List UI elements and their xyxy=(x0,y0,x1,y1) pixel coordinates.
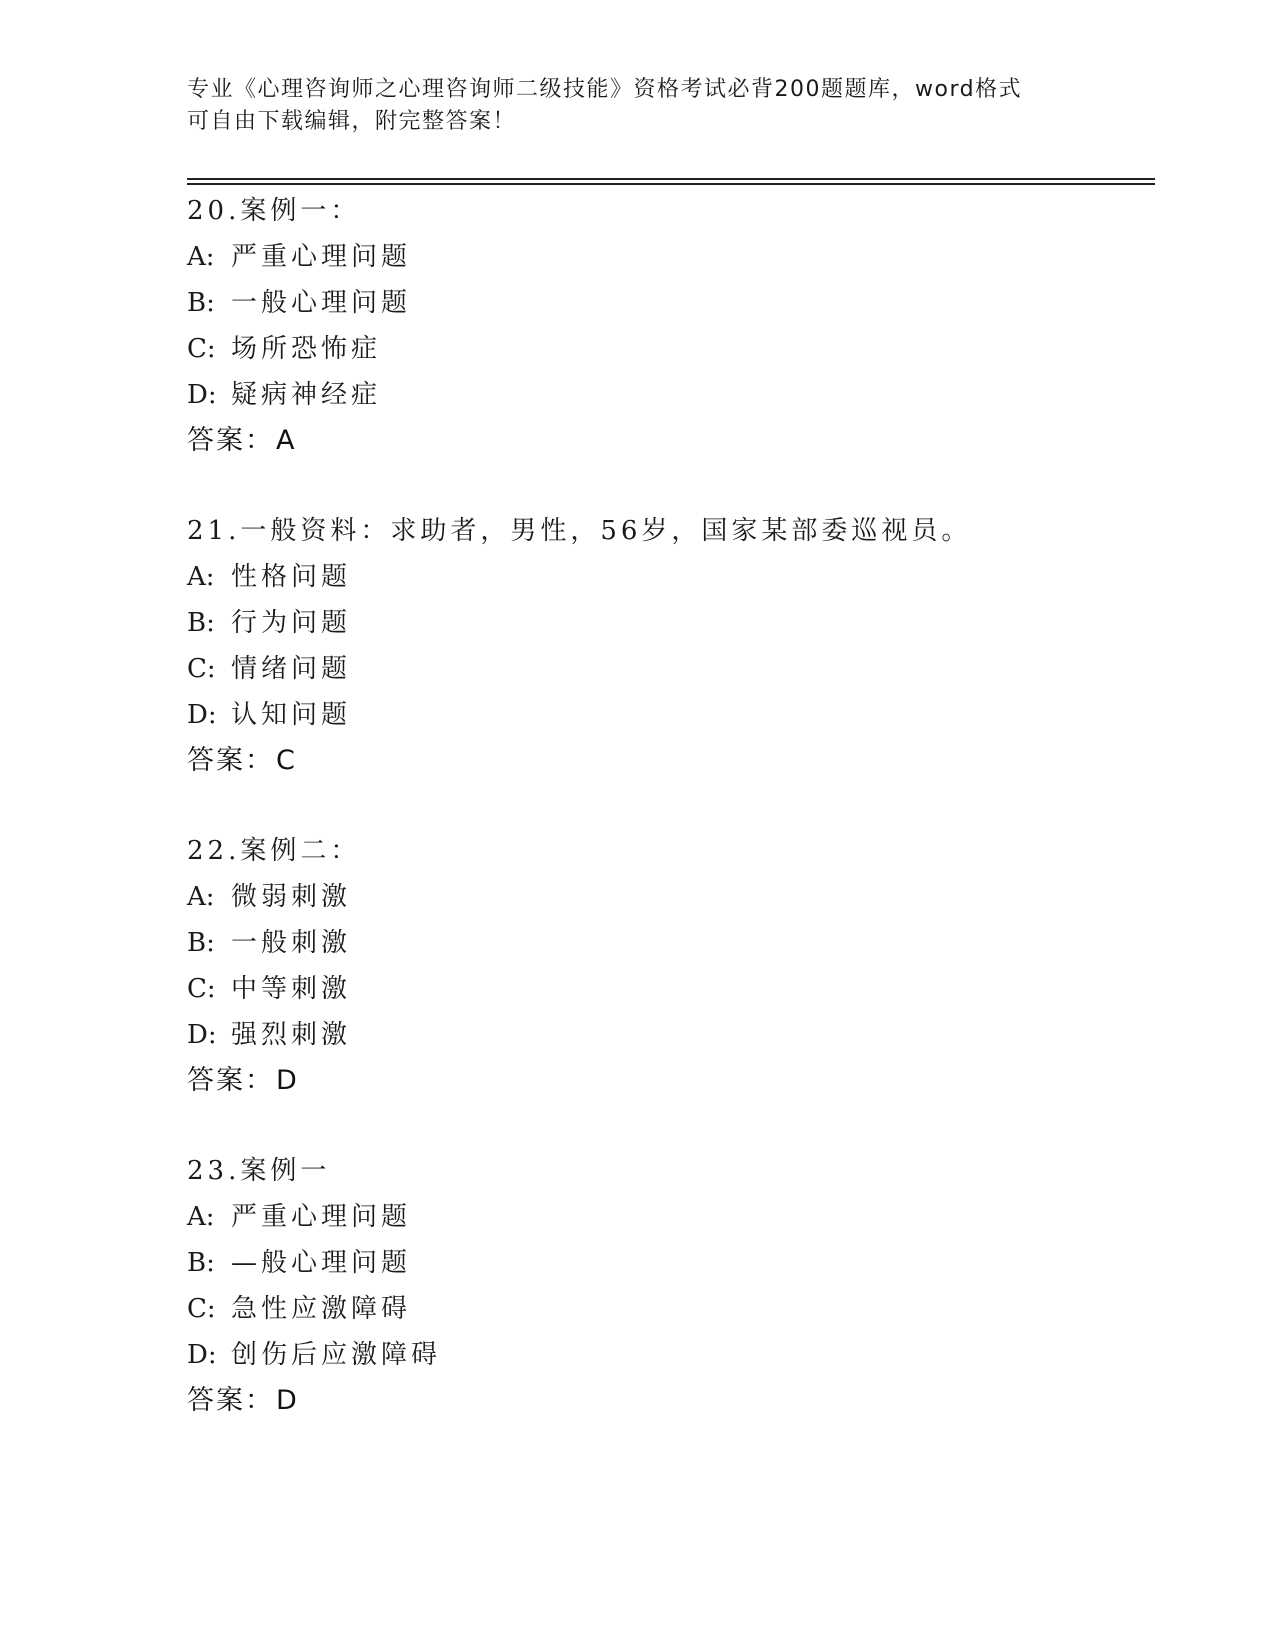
option-c xyxy=(187,966,1187,1012)
option-text: 情绪问题 xyxy=(231,654,352,684)
option-letter: C: xyxy=(187,1294,216,1324)
header-divider-bottom xyxy=(187,183,1155,185)
option-a xyxy=(187,554,1187,600)
document-header xyxy=(187,74,1087,138)
option-letter: C: xyxy=(187,654,216,684)
question-block xyxy=(187,828,1187,1104)
question-stem: 20.案例一： xyxy=(187,196,361,226)
answer-value: D xyxy=(276,1065,297,1096)
option-c xyxy=(187,1286,1187,1332)
option-letter: C: xyxy=(187,974,216,1004)
question-stem: 22.案例二： xyxy=(187,836,361,866)
option-b xyxy=(187,920,1187,966)
option-text: 中等刺激 xyxy=(231,974,352,1004)
header-divider-top xyxy=(187,178,1155,180)
option-text: 行为问题 xyxy=(231,608,352,638)
option-letter: D: xyxy=(187,1020,217,1050)
question-block xyxy=(187,508,1187,784)
header-line-1: 专业《心理咨询师之心理咨询师二级技能》资格考试必背200题题库，word格式 xyxy=(187,77,1023,102)
answer-line xyxy=(187,1378,1187,1424)
option-text: 微弱刺激 xyxy=(231,882,352,912)
option-d xyxy=(187,372,1187,418)
option-letter: A: xyxy=(187,882,215,912)
option-letter: D: xyxy=(187,380,217,410)
question-block xyxy=(187,1148,1187,1424)
option-letter: C: xyxy=(187,334,216,364)
option-text: —般心理问题 xyxy=(231,1248,412,1278)
question-stem: 23.案例一 xyxy=(187,1156,331,1186)
answer-label: 答案： xyxy=(187,1065,274,1096)
option-text: 严重心理问题 xyxy=(231,242,412,272)
option-text: 急性应激障碍 xyxy=(231,1294,412,1324)
answer-value: A xyxy=(276,425,295,456)
answer-value: C xyxy=(276,745,295,776)
option-text: 一般刺激 xyxy=(231,928,352,958)
option-text: 创伤后应激障碍 xyxy=(231,1340,442,1370)
answer-line xyxy=(187,418,1187,464)
option-b xyxy=(187,280,1187,326)
option-letter: D: xyxy=(187,1340,217,1370)
option-d xyxy=(187,1332,1187,1378)
answer-value: D xyxy=(276,1385,297,1416)
answer-label: 答案： xyxy=(187,425,274,456)
option-text: 疑病神经症 xyxy=(231,380,382,410)
answer-label: 答案： xyxy=(187,1385,274,1416)
question-block xyxy=(187,188,1187,464)
option-text: 强烈刺激 xyxy=(231,1020,352,1050)
option-d xyxy=(187,1012,1187,1058)
answer-label: 答案： xyxy=(187,745,274,776)
option-text: 性格问题 xyxy=(231,562,352,592)
question-stem: 21.一般资料：求助者，男性，56岁，国家某部委巡视员。 xyxy=(187,516,972,546)
option-a xyxy=(187,1194,1187,1240)
header-line-2: 可自由下载编辑，附完整答案！ xyxy=(187,109,517,134)
option-letter: D: xyxy=(187,700,217,730)
answer-line xyxy=(187,1058,1187,1104)
option-d xyxy=(187,692,1187,738)
option-a xyxy=(187,234,1187,280)
option-letter: A: xyxy=(187,562,215,592)
option-c xyxy=(187,326,1187,372)
option-letter: A: xyxy=(187,1202,215,1232)
option-text: 严重心理问题 xyxy=(231,1202,412,1232)
answer-line xyxy=(187,738,1187,784)
option-b xyxy=(187,600,1187,646)
option-text: 认知问题 xyxy=(231,700,352,730)
option-letter: A: xyxy=(187,242,215,272)
option-text: 一般心理问题 xyxy=(231,288,412,318)
option-c xyxy=(187,646,1187,692)
option-a xyxy=(187,874,1187,920)
option-letter: B: xyxy=(187,928,215,958)
option-letter: B: xyxy=(187,608,215,638)
option-letter: B: xyxy=(187,1248,215,1278)
option-letter: B: xyxy=(187,288,215,318)
option-b xyxy=(187,1240,1187,1286)
option-text: 场所恐怖症 xyxy=(231,334,382,364)
